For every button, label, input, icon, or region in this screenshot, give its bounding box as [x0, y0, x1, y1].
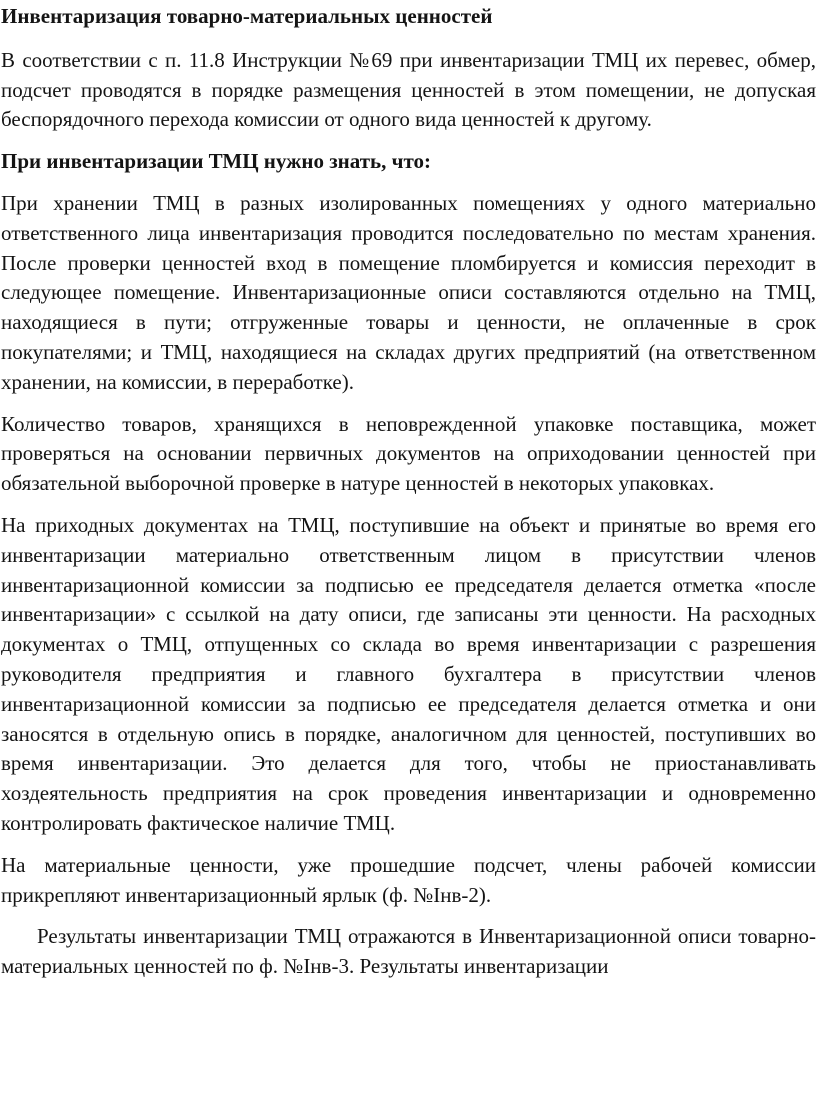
paragraph-incoming-documents: На приходных документах на ТМЦ, поступившие на объект и принятые во время его инвентаризации материально ответственным лицом в присутствии членов инвентаризационной комиссии за подписью ее председателя делается отметка «после инвентаризации» с ссылкой на дату описи, где записаны эти ценности. На расходных документах о ТМЦ, отпущенных со склада во время инвентаризации с разрешения руководителя предприятия и главного бухгалтера в присутствии членов инвентаризационной комиссии за подписью ее председателя делается отметка и они заносятся в отдельную опись в порядке, аналогичном для ценностей, поступивших во время инвентаризации. Это делается для того, чтобы не приостанавливать хоздеятельность предприятия на срок проведения инвентаризации и одновременно контролировать фактическое наличие ТМЦ.: [1, 512, 816, 835]
paragraph-storage-rooms: При хранении ТМЦ в разных изолированных помещениях у одного материально ответственного лица инвентаризация проводится последовательно по местам хранения. После проверки ценностей вход в помещение пломбируется и комиссия переходит в следующее помещение. Инвентаризационные описи составляются отдельно на ТМЦ, находящиеся в пути; отгруженные товары и ценности, не оплаченные в срок покупателями; и ТМЦ, находящиеся на складах других предприятий (на ответственном хранении, на комиссии, в переработке).: [1, 190, 816, 394]
paragraph-inventory-label: На материальные ценности, уже прошедшие подсчет, члены рабочей комиссии прикрепляют инвентаризационный ярлык (ф. №Iнв-2).: [1, 852, 816, 907]
section-subheading: При инвентаризации ТМЦ нужно знать, что:: [1, 149, 431, 174]
paragraph-results: Результаты инвентаризации ТМЦ отражаются в Инвентаризационной описи товарно-материальных ценностей по ф. №Iнв-3. Результаты инвентаризации: [1, 924, 816, 979]
paragraph-supplier-packaging: Количество товаров, хранящихся в неповрежденной упаковке поставщика, может проверяться на основании первичных документов на оприходовании ценностей при обязательной выборочной проверке в натуре ценностей в некоторых упаковках.: [1, 411, 816, 496]
paragraph-intro: В соответствии с п. 11.8 Инструкции №69 при инвентаризации ТМЦ их перевес, обмер, подсчет проводятся в порядке размещения ценностей в этом помещении, не допуская беспорядочного перехода комиссии от одного вида ценностей к другому.: [1, 47, 816, 132]
document-title: Инвентаризация товарно-материальных ценностей: [1, 4, 493, 28]
